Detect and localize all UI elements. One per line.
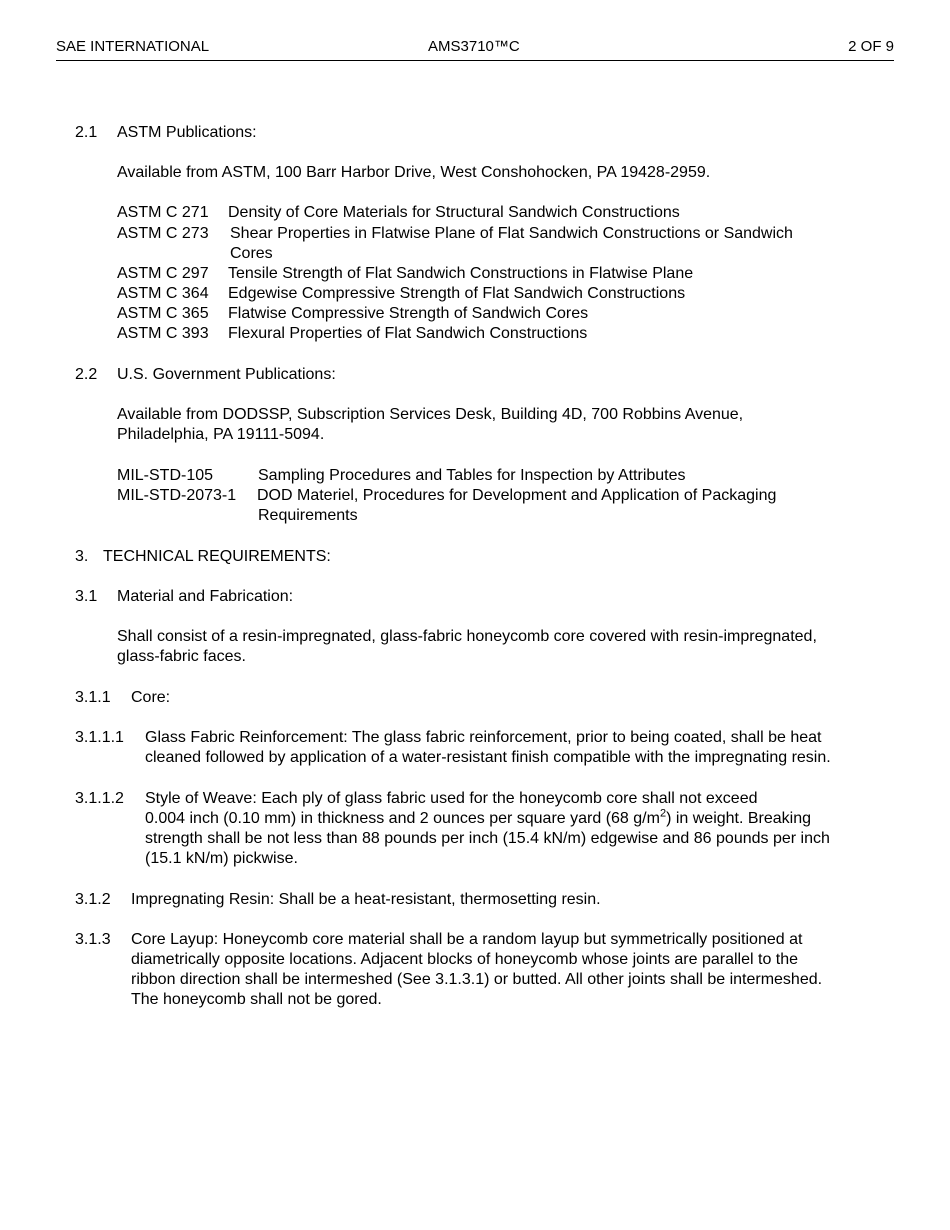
reference-title-continued: Requirements bbox=[258, 507, 358, 524]
reference-id: ASTM C 297 bbox=[117, 265, 209, 282]
reference-title: DOD Materiel, Procedures for Development and Application of Packaging bbox=[257, 487, 777, 504]
section-3-1-1-2-text bbox=[145, 809, 811, 829]
section-3-1-title: Material and Fabrication: bbox=[117, 588, 294, 605]
reference-id: ASTM C 365 bbox=[117, 305, 209, 322]
section-3-1-text: Shall consist of a resin-impregnated, glass-fabric honeycomb core covered with resin-impregnated, bbox=[117, 628, 817, 645]
section-2-2-availability-continued: Philadelphia, PA 19111-5094. bbox=[117, 426, 325, 443]
reference-title: Sampling Procedures and Tables for Inspection by Attributes bbox=[258, 467, 686, 484]
reference-title: Edgewise Compressive Strength of Flat Sandwich Constructions bbox=[228, 285, 686, 302]
section-3-1-1-2-number: 3.1.1.2 bbox=[75, 790, 124, 807]
page-header bbox=[56, 38, 894, 61]
section-2-2-availability: Available from DODSSP, Subscription Services Desk, Building 4D, 700 Robbins Avenue, bbox=[117, 406, 744, 423]
section-3-1-1-2-text: Style of Weave: Each ply of glass fabric used for the honeycomb core shall not exceed bbox=[145, 790, 758, 807]
reference-id: ASTM C 271 bbox=[117, 204, 209, 221]
section-3-1-1-number: 3.1.1 bbox=[75, 689, 111, 706]
section-3-1-1-1-text: Glass Fabric Reinforcement: The glass fabric reinforcement, prior to being coated, shall be heat bbox=[145, 729, 822, 746]
section-3-1-1-1-text: cleaned followed by application of a water-resistant finish compatible with the impregnating resin. bbox=[145, 749, 831, 766]
section-3-1-1-2-text: strength shall be not less than 88 pounds per inch (15.4 kN/m) edgewise and 86 pounds per inch bbox=[145, 830, 830, 847]
reference-title: Shear Properties in Flatwise Plane of Flat Sandwich Constructions or Sandwich bbox=[230, 225, 793, 242]
reference-title-continued: Cores bbox=[230, 245, 273, 262]
header-organization: SAE INTERNATIONAL bbox=[56, 38, 210, 55]
reference-id: ASTM C 364 bbox=[117, 285, 209, 302]
header-page-number: 2 OF 9 bbox=[848, 38, 894, 55]
reference-id: ASTM C 273 bbox=[117, 225, 209, 242]
superscript: 2 bbox=[659, 807, 667, 820]
section-2-2-number: 2.2 bbox=[75, 366, 98, 383]
section-3-1-text: glass-fabric faces. bbox=[117, 648, 246, 665]
reference-id: MIL-STD-2073-1 bbox=[117, 487, 237, 504]
section-2-1-number: 2.1 bbox=[75, 124, 98, 141]
section-2-1-title: ASTM Publications: bbox=[117, 124, 257, 141]
section-3-1-3-text: ribbon direction shall be intermeshed (See 3.1.3.1) or butted. All other joints shall be intermeshed. bbox=[131, 971, 823, 988]
section-3-1-3-text: Core Layup: Honeycomb core material shall be a random layup but symmetrically positioned at bbox=[131, 931, 803, 948]
section-2-2-title: U.S. Government Publications: bbox=[117, 366, 336, 383]
section-3-1-1-2-text: (15.1 kN/m) pickwise. bbox=[145, 850, 298, 867]
section-3-1-2-text: Impregnating Resin: Shall be a heat-resistant, thermosetting resin. bbox=[131, 891, 601, 908]
reference-title: Flexural Properties of Flat Sandwich Constructions bbox=[228, 325, 588, 342]
section-3-1-3-number: 3.1.3 bbox=[75, 931, 111, 948]
section-3-1-1-1-number: 3.1.1.1 bbox=[75, 729, 124, 746]
section-3-title: TECHNICAL REQUIREMENTS: bbox=[103, 548, 331, 565]
reference-id: ASTM C 393 bbox=[117, 325, 209, 342]
text-segment: 0.004 inch (0.10 mm) in thickness and 2 ounces per square yard (68 g/m bbox=[145, 810, 660, 827]
reference-title: Tensile Strength of Flat Sandwich Constructions in Flatwise Plane bbox=[228, 265, 694, 282]
reference-id: MIL-STD-105 bbox=[117, 467, 214, 484]
section-3-1-1-title: Core: bbox=[131, 689, 171, 706]
section-2-1-availability: Available from ASTM, 100 Barr Harbor Drive, West Conshohocken, PA 19428-2959. bbox=[117, 164, 711, 181]
reference-title: Flatwise Compressive Strength of Sandwich Cores bbox=[228, 305, 589, 322]
text-segment: ) in weight. Breaking bbox=[666, 810, 812, 827]
section-3-number: 3. bbox=[75, 548, 89, 565]
section-3-1-2-number: 3.1.2 bbox=[75, 891, 111, 908]
reference-title: Density of Core Materials for Structural Sandwich Constructions bbox=[228, 204, 680, 221]
header-document-id: AMS3710™C bbox=[428, 38, 520, 55]
section-3-1-3-text: diametrically opposite locations. Adjacent blocks of honeycomb whose joints are parallel to the bbox=[131, 951, 799, 968]
section-3-1-3-text: The honeycomb shall not be gored. bbox=[131, 991, 382, 1008]
section-3-1-number: 3.1 bbox=[75, 588, 98, 605]
